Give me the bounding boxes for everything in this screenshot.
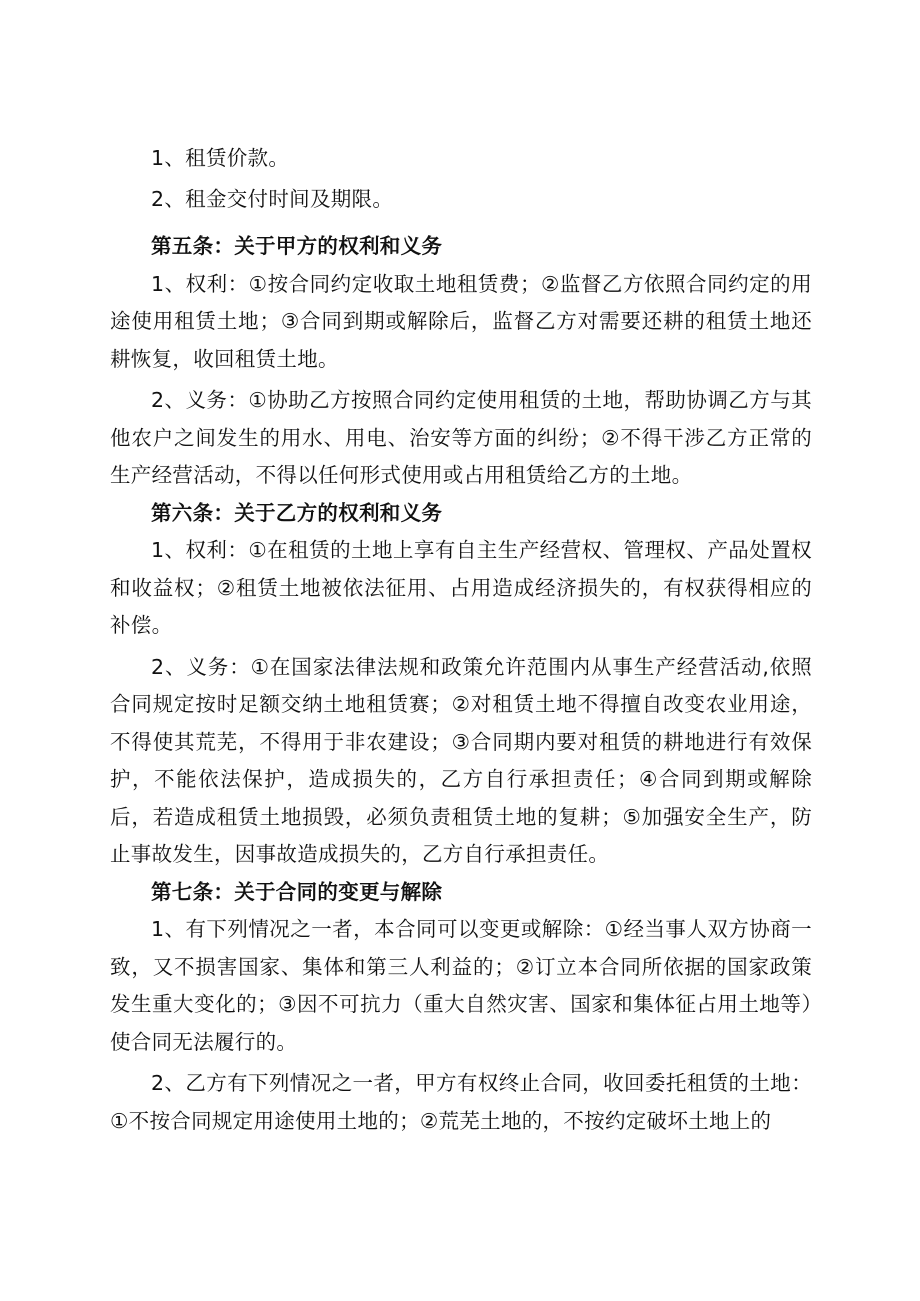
heading-article-7: 第七条：关于合同的变更与解除 xyxy=(151,879,443,904)
paragraph-article-7-clause-1: 1、有下列情况之一者，本合同可以变更或解除：①经当事人双方协商一致，又不损害国家、集体和第三人利益的；②订立本合同所依据的国家政策发生重大变化的；③因不可抗力（重大自然灾害、国家和集体征占用土地等）使合同无法履行的。 xyxy=(110,917,812,1054)
paragraph-article-5-obligations: 2、义务：①协助乙方按照合同约定使用租赁的土地，帮助协调乙方与其他农户之间发生的用水、用电、治安等方面的纠纷；②不得干涉乙方正常的生产经营活动，不得以任何形式使用或占用租赁给乙方的土地。 xyxy=(110,388,812,487)
document-page xyxy=(110,140,812,1140)
paragraph-article-6-obligations: 2、义务：①在国家法律法规和政策允许范围内从事生产经营活动,依照合同规定按时足额交纳土地租赁赛；②对租赁土地不得擅自改变农业用途，不得使其荒芜，不得用于非农建设；③合同期内要对租赁的耕地进行有效保护，不能依法保护，造成损失的，乙方自行承担责任；④合同到期或解除后，若造成租赁土地损毁，必须负责租赁土地的复耕；⑤加强安全生产，防止事故发生，因事故造成损失的，乙方自行承担责任。 xyxy=(110,654,812,866)
heading-article-6: 第六条：关于乙方的权利和义务 xyxy=(151,500,443,525)
paragraph-article-6-rights: 1、权利：①在租赁的土地上享有自主生产经营权、管理权、产品处置权和收益权；②租赁土地被依法征用、占用造成经济损失的，有权获得相应的补偿。 xyxy=(110,538,812,637)
heading-article-5: 第五条：关于甲方的权利和义务 xyxy=(151,234,443,258)
paragraph-rent-payment: 2、租金交付时间及期限。 xyxy=(151,186,394,211)
paragraph-rent-price: 1、租赁价款。 xyxy=(151,146,290,170)
paragraph-article-7-clause-2: 2、乙方有下列情况之一者，甲方有权终止合同，收回委托租赁的土地：①不按合同规定用途使用土地的；②荒芜土地的，不按约定破坏土地上的 xyxy=(110,1071,812,1133)
paragraph-article-5-rights: 1、权利：①按合同约定收取土地租赁费；②监督乙方依照合同约定的用途使用租赁土地；③合同到期或解除后，监督乙方对需要还耕的租赁土地还耕恢复，收回租赁土地。 xyxy=(110,271,812,371)
